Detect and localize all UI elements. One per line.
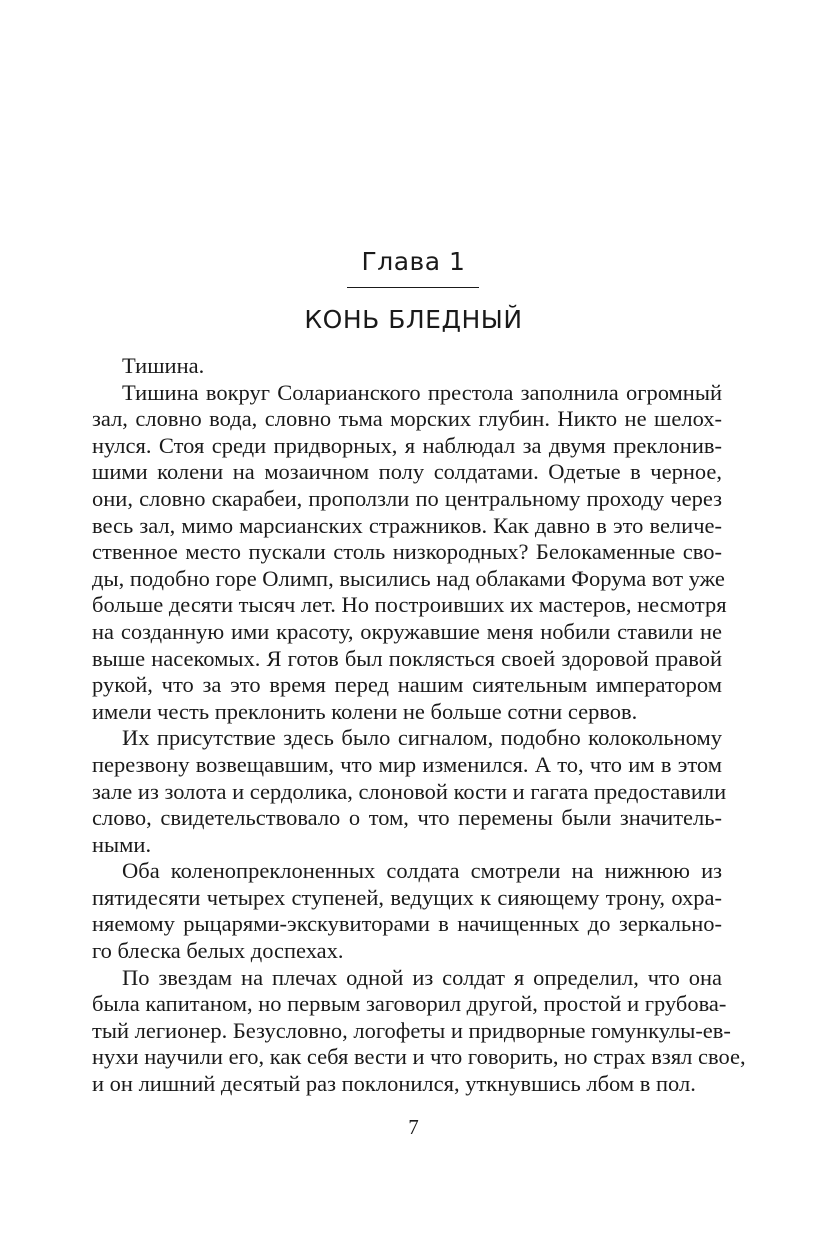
- text-line: на созданную ими красоту, окружавшие меня нобили ставили не: [92, 618, 722, 644]
- body-text: [92, 353, 746, 1098]
- text-line: перезвону возвещавшим, что мир изменился. А то, что им в этом: [92, 751, 722, 777]
- chapter-heading-rule: [347, 287, 479, 288]
- text-line: имели честь преклонить колени не больше сотни сервов.: [92, 698, 638, 724]
- text-line: ными.: [92, 831, 152, 857]
- text-line: они, словно скарабеи, проползли по центральному проходу через: [92, 485, 722, 511]
- text-line: пятидесяти четырех ступеней, ведущих к сияющему трону, охра-: [92, 884, 722, 910]
- text-line: нухи научили его, как себя вести и что говорить, но страх взял свое,: [92, 1044, 746, 1070]
- text-line: выше насекомых. Я готов был поклясться своей здоровой правой: [92, 645, 722, 671]
- text-line: Тишина вокруг Соларианского престола заполнила огромный: [122, 379, 722, 405]
- text-line: Тишина.: [122, 353, 205, 378]
- text-line: ственное место пускали столь низкородных? Белокаменные сво-: [92, 539, 722, 565]
- text-line: слово, свидетельствовало о том, что перемены были значитель-: [92, 805, 722, 831]
- text-line: зал, словно вода, словно тьма морских глубин. Никто не шелох-: [92, 406, 722, 432]
- text-line: нулся. Стоя среди придворных, я наблюдал за двумя преклонив-: [92, 432, 722, 458]
- text-line: была капитаном, но первым заговорил другой, простой и грубова-: [92, 991, 727, 1017]
- text-line: весь зал, мимо марсианских стражников. Как давно в это величе-: [92, 512, 722, 538]
- text-line: го блеска белых доспехах.: [92, 938, 344, 964]
- text-line: тый легионер. Безусловно, логофеты и придворные гомункулы-ев-: [92, 1017, 731, 1043]
- text-line: Оба коленопреклоненных солдата смотрели на нижнюю из: [122, 858, 722, 884]
- text-line: По звездам на плечах одной из солдат я определил, что она: [122, 964, 722, 990]
- text-line: Их присутствие здесь было сигналом, подобно колокольному: [122, 725, 722, 751]
- text-line: ды, подобно горе Олимп, высились над облаками Форума вот уже: [92, 565, 725, 591]
- text-line: шими колени на мозаичном полу солдатами. Одетые в черное,: [92, 459, 722, 485]
- text-line: зале из золота и сердолика, слоновой кости и гагата предоставили: [92, 778, 727, 804]
- text-line: и он лишний десятый раз поклонился, уткнувшись лбом в пол.: [92, 1071, 696, 1097]
- page-number: 7: [408, 1115, 419, 1139]
- text-line: больше десяти тысяч лет. Но построивших их мастеров, несмотря: [92, 592, 727, 618]
- text-line: няемому рыцарями-экскувиторами в начищенных до зеркально-: [92, 911, 722, 937]
- chapter-heading: Глава 1: [361, 247, 466, 276]
- chapter-title: КОНЬ БЛЕДНЫЙ: [304, 305, 523, 334]
- text-line: рукой, что за это время перед нашим сиятельным императором: [92, 672, 722, 698]
